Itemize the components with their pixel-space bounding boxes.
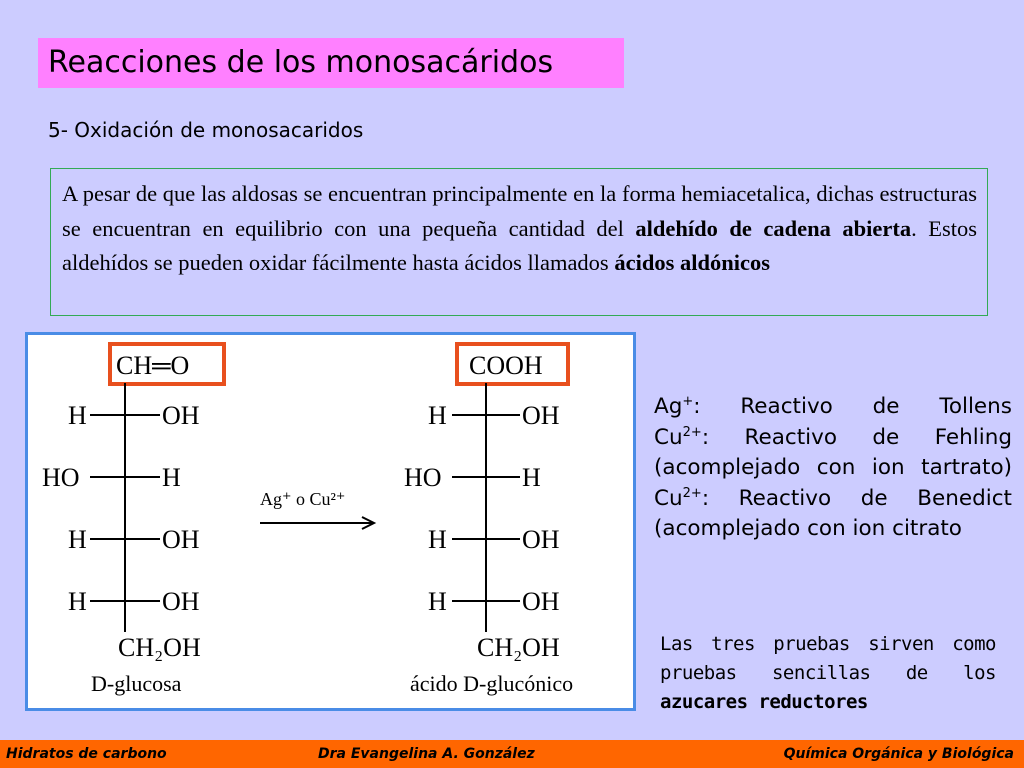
glucose-row3-right: OH xyxy=(162,525,200,554)
note-paragraph xyxy=(660,630,996,717)
glucose-row3-left: H xyxy=(68,525,87,554)
glucose-structure xyxy=(42,344,224,696)
gluconic-row3-left: H xyxy=(428,525,447,554)
tollens-charge: + xyxy=(682,393,694,409)
gluconic-caption: ácido D-glucónico xyxy=(410,671,574,696)
gluconic-row4-right: OH xyxy=(522,587,560,616)
reaction-figure xyxy=(25,332,636,711)
gluconic-row2-right: H xyxy=(522,463,541,492)
reagent-tollens xyxy=(654,392,1012,423)
gluconic-top-group: COOH xyxy=(469,351,543,380)
reaction-arrow-group xyxy=(260,489,374,529)
gluconic-bottom-group: CH₂OH xyxy=(477,633,560,662)
benedict-charge: 2+ xyxy=(682,485,702,501)
slide-title-text: Reacciones de los monosacáridos xyxy=(48,45,554,80)
note-text: Las tres pruebas sirven como pruebas sencillas de los xyxy=(660,633,996,684)
tollens-ion: Ag xyxy=(654,394,683,419)
reagents-list xyxy=(654,392,1012,545)
gluconic-row2-left: HO xyxy=(404,463,442,492)
explanation-paragraph xyxy=(50,168,988,316)
fehling-ion: Cu xyxy=(654,424,683,450)
tollens-text: : Reactivo de Tollens xyxy=(693,394,1012,419)
reagent-fehling xyxy=(654,423,1012,484)
glucose-row2-left: HO xyxy=(42,463,80,492)
paragraph-bold-aldonic-acids: ácidos aldónicos xyxy=(614,250,770,275)
glucose-caption: D-glucosa xyxy=(91,671,182,696)
glucose-row4-left: H xyxy=(68,587,87,616)
glucose-top-group: CH═O xyxy=(116,351,190,380)
gluconic-row1-left: H xyxy=(428,401,447,430)
reducing-sugars-note xyxy=(660,630,996,717)
glucose-row1-right: OH xyxy=(162,401,200,430)
section-subtitle: 5- Oxidación de monosacaridos xyxy=(48,118,364,142)
footer-bar xyxy=(0,740,1024,768)
footer-center: Dra Evangelina A. González xyxy=(318,746,535,762)
reagent-benedict xyxy=(654,484,1012,545)
paragraph-part1: A pesar de que las aldosas se encuentran principalmente en la forma hemiacetalica, dichas estructuras se encuentran en equilibrio con una pequeña cantidad del xyxy=(62,181,977,241)
paragraph-part2: . Estos aldehídos se pueden oxidar fácilmente hasta ácidos llamados xyxy=(62,215,977,275)
footer-right: Química Orgánica y Biológica xyxy=(783,746,1014,762)
reaction-conditions: Ag⁺ o Cu²⁺ xyxy=(260,489,346,509)
gluconic-row3-right: OH xyxy=(522,525,560,554)
glucose-row4-right: OH xyxy=(162,587,200,616)
glucose-row1-left: H xyxy=(68,401,87,430)
benedict-text: : Reactivo de Benedict (acomplejado con ion citrato xyxy=(654,485,1012,541)
paragraph-bold-open-chain: aldehído de cadena abierta xyxy=(635,215,912,241)
reaction-diagram xyxy=(28,335,633,708)
footer-left: Hidratos de carbono xyxy=(6,746,167,762)
gluconic-row1-right: OH xyxy=(522,401,560,430)
glucose-bottom-group: CH₂OH xyxy=(118,633,201,662)
gluconic-row4-left: H xyxy=(428,587,447,616)
gluconic-acid-structure xyxy=(404,344,573,696)
glucose-row2-right: H xyxy=(162,463,181,492)
slide-title xyxy=(38,38,624,88)
benedict-ion: Cu xyxy=(654,485,683,511)
note-highlight: azucares reductores xyxy=(660,691,868,713)
fehling-text: : Reactivo de Fehling (acomplejado con ion tartrato) xyxy=(654,424,1012,480)
fehling-charge: 2+ xyxy=(682,424,702,440)
